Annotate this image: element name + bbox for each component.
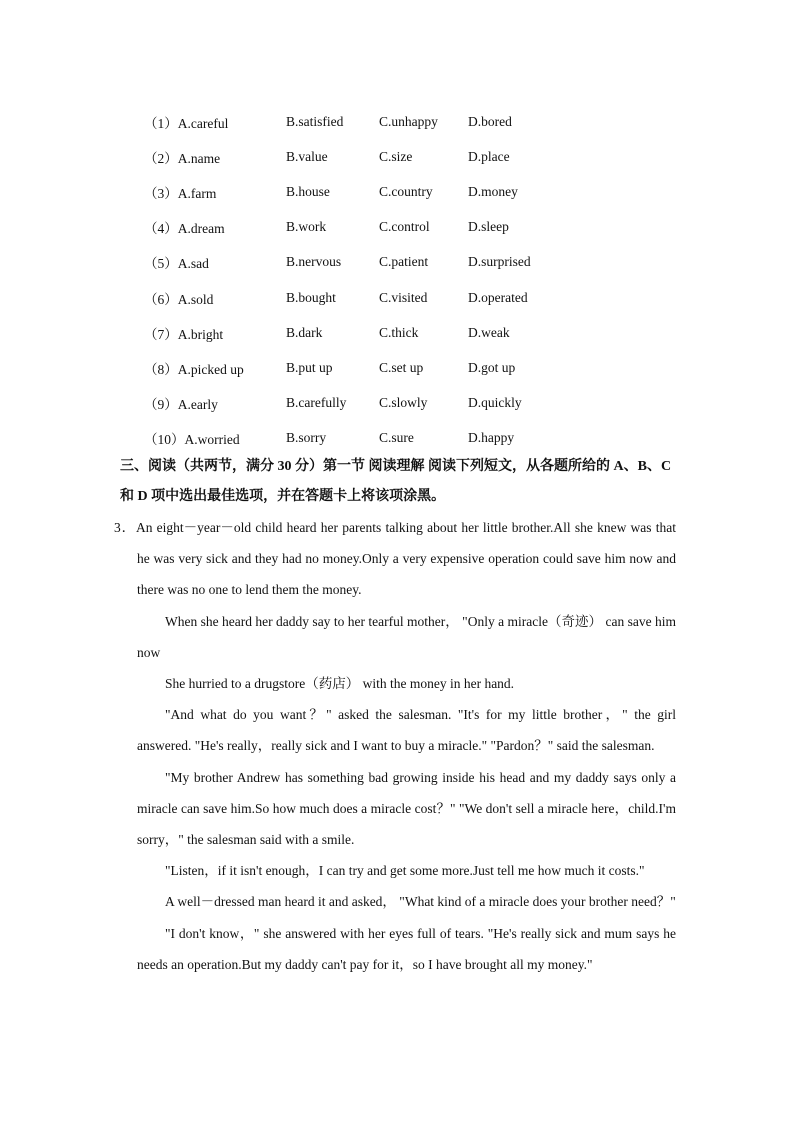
question-number: （7） xyxy=(144,326,178,342)
option-a: A.sad xyxy=(177,256,209,272)
passage-paragraph: She hurried to a drugstore（药店） with the money in her hand. xyxy=(165,676,515,692)
cloze-options-table xyxy=(144,104,578,456)
option-d: D.got up xyxy=(468,359,516,375)
option-c: C.thick xyxy=(379,324,419,340)
option-a: A.worried xyxy=(184,432,240,448)
option-d: D.quickly xyxy=(468,395,522,411)
passage-paragraph: "I don't know，" she answered with her eyes full of tears. "He's really sick and mum says he needs an operation.But my daddy can't pay for it，so I have brought all my money." xyxy=(137,925,676,972)
option-b: B.work xyxy=(286,219,327,235)
passage-paragraph: "My brother Andrew has something bad growing inside his head and my daddy says only a miracle can save him.So how much does a miracle cost？" "We don't sell a miracle here，child.I'm sorry，" the salesman said with a smile. xyxy=(137,769,676,848)
option-a: A.early xyxy=(177,397,218,413)
passage-first-paragraph xyxy=(114,512,676,606)
question-number: （9） xyxy=(144,397,178,413)
option-row xyxy=(144,139,578,174)
passage-text: An eight－year－old child heard her parents talking about her little brother.All she knew was that he was very sick and they had no money.Only a very expensive operation could save him now and there was no one to lend them the money. xyxy=(135,520,677,598)
option-d: D.money xyxy=(468,183,518,199)
option-row xyxy=(144,386,578,421)
option-a: A.picked up xyxy=(177,361,244,377)
section-heading: 三、阅读（共两节，满分 30 分）第一节 阅读理解 阅读下列短文，从各题所给的 A、B、C 和 D 项中选出最佳选项，并在答题卡上将该项涂黑。 xyxy=(120,459,672,504)
option-c: C.control xyxy=(379,219,430,235)
passage-paragraph: "Listen，if it isn't enough，I can try and get some more.Just tell me how much it costs." xyxy=(165,863,645,879)
option-row xyxy=(144,350,578,385)
question-number: （3） xyxy=(144,185,178,201)
option-a: A.dream xyxy=(177,221,225,237)
option-row xyxy=(144,245,578,280)
reading-passage xyxy=(114,512,676,980)
option-b: B.satisfied xyxy=(286,113,344,129)
option-c: C.unhappy xyxy=(379,113,438,129)
question-number: （6） xyxy=(144,291,178,307)
passage-paragraph: A well－dressed man heard it and asked， "What kind of a miracle does your brother need？" xyxy=(165,894,676,910)
option-c: C.set up xyxy=(379,359,424,375)
passage-paragraph: "And what do you want？" asked the salesman. "It's for my little brother，" the girl answered. "He's really，really sick and I want to buy a miracle." "Pardon？" said the salesman. xyxy=(137,707,676,754)
option-a: A.name xyxy=(177,150,221,166)
option-d: D.happy xyxy=(468,430,515,446)
option-a: A.sold xyxy=(177,291,214,307)
question-number: （10） xyxy=(144,432,185,448)
option-row xyxy=(144,315,578,350)
option-b: B.house xyxy=(286,183,330,199)
question-number: （2） xyxy=(144,150,178,166)
option-row xyxy=(144,174,578,209)
option-a: A.careful xyxy=(177,115,229,131)
option-c: C.slowly xyxy=(379,395,428,411)
question-number: （4） xyxy=(144,221,178,237)
option-c: C.size xyxy=(379,148,413,164)
option-d: D.weak xyxy=(468,324,510,340)
option-c: C.patient xyxy=(379,254,429,270)
option-c: C.visited xyxy=(379,289,428,305)
option-b: B.carefully xyxy=(286,395,347,411)
option-d: D.place xyxy=(468,148,510,164)
passage-paragraph: When she heard her daddy say to her tearful mother， "Only a miracle（奇迹） can save him now xyxy=(137,613,676,660)
option-d: D.sleep xyxy=(468,219,509,235)
option-d: D.surprised xyxy=(468,254,531,270)
option-b: B.bought xyxy=(286,289,336,305)
option-c: C.sure xyxy=(379,430,414,446)
option-d: D.bored xyxy=(468,113,512,129)
option-a: A.farm xyxy=(177,185,217,201)
option-c: C.country xyxy=(379,183,433,199)
option-b: B.put up xyxy=(286,359,333,375)
option-row xyxy=(144,421,578,456)
question-number: （1） xyxy=(144,115,178,131)
option-row xyxy=(144,280,578,315)
option-row xyxy=(144,210,578,245)
option-a: A.bright xyxy=(177,326,224,342)
option-b: B.nervous xyxy=(286,254,342,270)
option-b: B.value xyxy=(286,148,328,164)
question-number: （5） xyxy=(144,256,178,272)
option-d: D.operated xyxy=(468,289,528,305)
option-b: B.sorry xyxy=(286,430,327,446)
option-b: B.dark xyxy=(286,324,323,340)
option-row xyxy=(144,104,578,139)
question-number: （8） xyxy=(144,361,178,377)
question-number: 3． xyxy=(114,520,136,535)
